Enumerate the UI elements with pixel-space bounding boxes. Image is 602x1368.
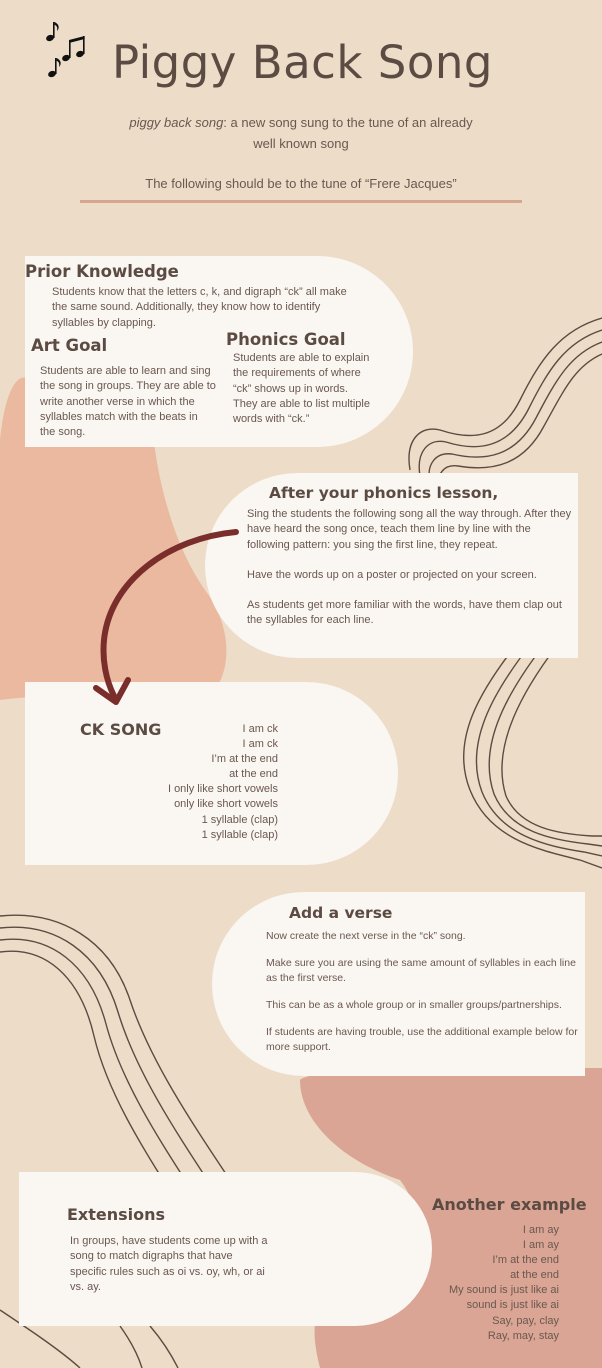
another-example-lyrics — [400, 1223, 559, 1344]
tune-note: The following should be to the tune of “Frere Jacques” — [145, 176, 457, 191]
lyric-line: I am ck — [242, 723, 278, 735]
lyric-line: sound is just like ai — [466, 1299, 559, 1312]
prior-knowledge-text: Students know that the letters c, k, and digraph “ck” all make the same sound. Additionally, they know how to identify syllables by clapping. — [52, 286, 347, 329]
lyric-line: at the end — [510, 1269, 559, 1282]
header-divider — [80, 200, 522, 203]
wavy-lines-right-middle — [464, 640, 602, 868]
add-verse-paragraph: This can be as a whole group or in smaller groups/partnerships. — [266, 999, 562, 1011]
extensions-heading: Extensions — [67, 1205, 166, 1224]
phonics-goal-text: Students are able to explain the requirements of where “ck” shows up in words. They are able to list multiple words with “ck.” — [233, 352, 370, 426]
after-lesson-heading: After your phonics lesson, — [269, 484, 499, 502]
definition-text — [120, 112, 482, 154]
lyric-line: I am ay — [522, 1239, 559, 1252]
page-title: Piggy Back Song — [112, 36, 493, 89]
phonics-goal-heading: Phonics Goal — [226, 330, 346, 349]
add-verse-paragraph: Now create the next verse in the “ck” song. — [266, 930, 466, 942]
lyric-line: 1 syllable (clap) — [201, 813, 278, 826]
after-lesson-paragraph: Sing the students the following song all the way through. After they have heard the song once, teach them line by line with the following pattern: you sing the first line, they repeat. — [247, 508, 572, 551]
definition-term: piggy back song — [129, 115, 224, 130]
lyric-line: at the end — [229, 768, 278, 781]
definition-rest: : a new song sung to the tune of an already well known song — [223, 115, 473, 151]
wavy-lines-left — [0, 915, 230, 1210]
lyric-line: I am ay — [522, 1224, 559, 1236]
another-example-heading: Another example — [432, 1195, 587, 1214]
art-goal-heading: Art Goal — [31, 336, 108, 355]
after-lesson-paragraph: Have the words up on a poster or projected on your screen. — [247, 569, 537, 581]
add-verse-heading: Add a verse — [289, 904, 393, 922]
prior-knowledge-heading: Prior Knowledge — [25, 262, 179, 281]
ck-song-heading: CK SONG — [80, 720, 162, 739]
ck-song-lyrics — [130, 722, 278, 843]
lyric-line: My sound is just like ai — [448, 1284, 559, 1297]
extensions-text: In groups, have students come up with a song to match digraphs that have specific rules such as oi vs. oy, wh, or ai vs. ay. — [70, 1235, 268, 1293]
add-verse-paragraph: If students are having trouble, use the additional example below for more support. — [266, 1026, 578, 1054]
lyric-line: I am ck — [242, 738, 278, 751]
lyric-line: I’m at the end — [211, 753, 278, 766]
lyric-line: Say, pay, clay — [492, 1314, 559, 1327]
add-verse-paragraph: Make sure you are using the same amount of syllables in each line as the first verse. — [266, 957, 576, 985]
lyric-line: Ray, may, stay — [487, 1329, 559, 1342]
lyric-line: 1 syllable (clap) — [201, 828, 278, 841]
after-lesson-paragraph: As students get more familiar with the words, have them clap out the syllables for each line. — [247, 599, 562, 627]
curved-arrow-icon — [90, 520, 250, 710]
art-goal-text: Students are able to learn and sing the song in groups. They are able to write another verse in which the syllables match with the beats in the song. — [40, 365, 216, 439]
wavy-lines-right-top — [409, 318, 602, 488]
lyric-line: only like short vowels — [174, 798, 278, 811]
lyric-line: I’m at the end — [492, 1254, 559, 1267]
lyric-line: I only like short vowels — [167, 783, 278, 796]
music-notes-icon — [44, 18, 90, 80]
